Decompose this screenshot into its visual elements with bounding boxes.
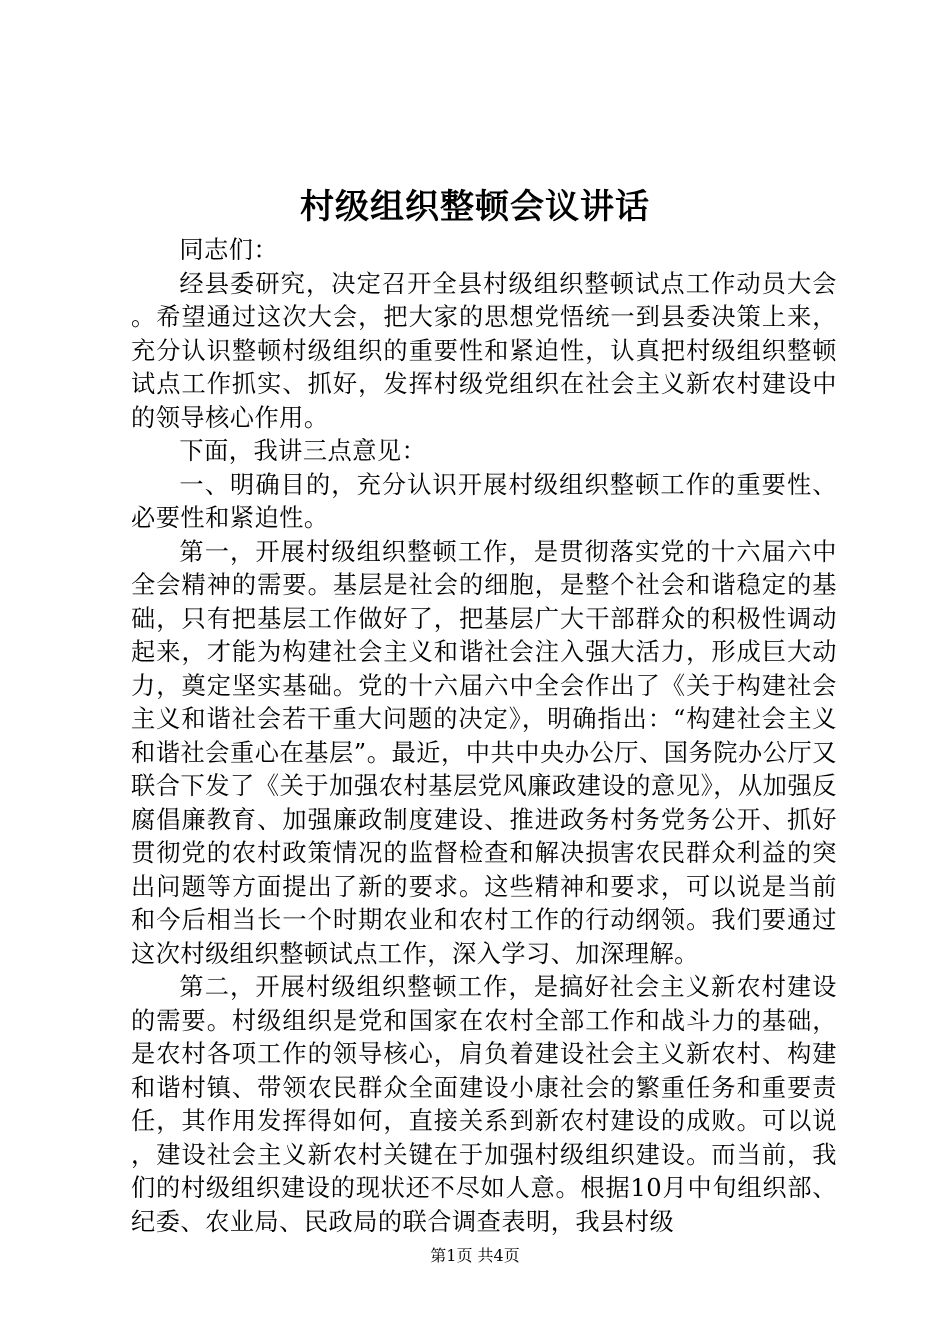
paragraph-point-2: 第二，开展村级组织整顿工作，是搞好社会主义新农村建设的需要。村级组织是党和国家在农村全部工作和战斗力的基础，是农村各项工作的领导核心，肩负着建设社会主义新农村、构建和谐村镇、带领农民群众全面建设小康社会的繁重任务和重要责任，其作用发挥得如何，直接关系到新农村建设的成败。可以说，建设社会主义新农村关键在于加强村级组织建设。而当前，我们的村级组织建设的现状还不尽如人意。根据10月中旬组织部、纪委、农业局、民政局的联合调查表明，我县村级 — [131, 973, 837, 1236]
paragraph-intro: 经县委研究，决定召开全县村级组织整顿试点工作动员大会。希望通过这次大会，把大家的思想党悟统一到县委决策上来，充分认识整顿村级组织的重要性和紧迫性，认真把村级组织整顿试点工作抓实、抓好，发挥村级党组织在社会主义新农村建设中的领导核心作用。 — [131, 269, 837, 432]
section-heading-1: 一、明确目的，充分认识开展村级组织整顿工作的重要性、必要性和紧迫性。 — [131, 470, 837, 532]
paragraph-salutation: 同志们： — [179, 236, 279, 264]
document-body — [131, 234, 837, 1239]
paragraph-point-1: 第一，开展村级组织整顿工作，是贯彻落实党的十六届六中全会精神的需要。基层是社会的细胞，是整个社会和谐稳定的基础，只有把基层工作做好了，把基层广大干部群众的积极性调动起来，才能为构建社会主义和谐社会注入强大活力，形成巨大动力，奠定坚实基础。党的十六届六中全会作出了《关于构建社会主义和谐社会若干重大问题的决定》，明确指出：“构建社会主义和谐社会重心在基层”。最近，中共中央办公厅、国务院办公厅又联合下发了《关于加强农村基层党风廉政建设的意见》，从加强反腐倡廉教育、加强廉政制度建设、推进政务村务党务公开、抓好贯彻党的农村政策情况的监督检查和解决损害农民群众利益的突出问题等方面提出了新的要求。这些精神和要求，可以说是当前和今后相当长一个时期农业和农村工作的行动纲领。我们要通过这次村级组织整顿试点工作，深入学习、加深理解。 — [131, 537, 837, 968]
paragraph-outline: 下面，我讲三点意见： — [179, 437, 427, 465]
document-title: 村级组织整顿会议讲话 — [300, 187, 650, 227]
page-footer: 第1页 共4页 — [430, 1246, 520, 1265]
